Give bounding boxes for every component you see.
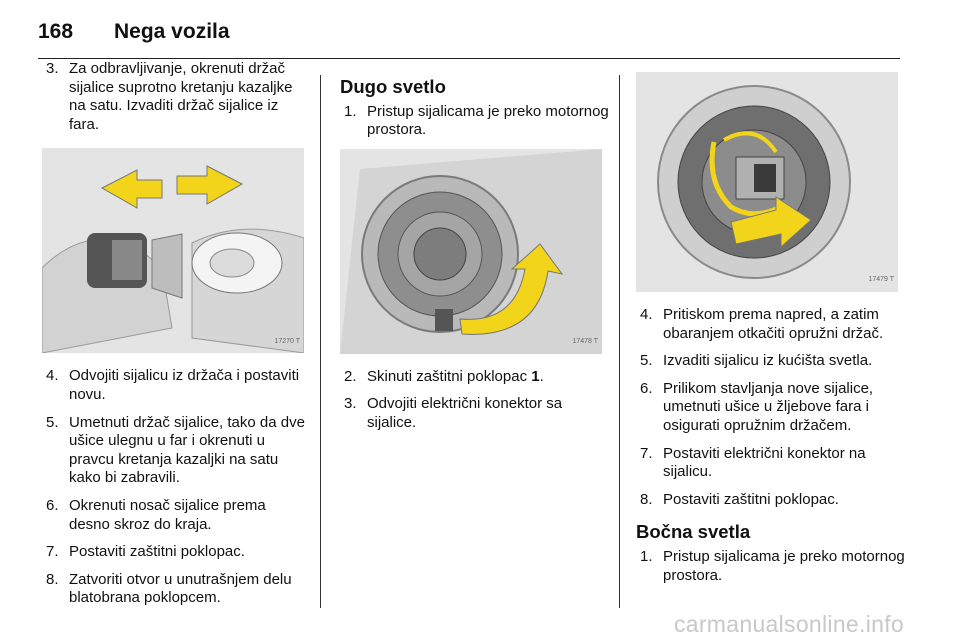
list-item	[42, 571, 310, 608]
step-list	[636, 548, 906, 585]
step-list	[636, 306, 906, 509]
step-number: 6.	[46, 496, 59, 514]
step-list	[340, 368, 610, 433]
step-text: Pristup sijalicama je preko motornog prostora.	[367, 102, 609, 139]
step-number: 8.	[46, 570, 59, 588]
figure-spring-clip	[636, 72, 898, 292]
watermark: carmanualsonline.info	[673, 611, 904, 637]
step-text: Odvojiti sijalicu iz držača i postaviti novu.	[69, 367, 300, 403]
spring-clip-illustration	[636, 72, 898, 292]
page-number: 168	[38, 20, 74, 43]
step-number: 2.	[344, 367, 357, 385]
step-text: Okrenuti nosač sijalice prema desno skroz do kraja.	[69, 496, 266, 533]
figure-code: 17270 T	[274, 337, 300, 345]
list-item	[42, 367, 310, 404]
step-number: 1.	[640, 547, 653, 565]
step-number: 6.	[640, 379, 653, 397]
step-text-end: .	[539, 367, 544, 385]
figure-code: 17478 T	[572, 338, 598, 346]
step-text: Postaviti zaštitni poklopac.	[69, 543, 245, 561]
step-number: 3.	[46, 60, 59, 77]
step-number: 5.	[640, 352, 653, 370]
list-item	[636, 491, 906, 510]
section-title: Dugo svetlo	[340, 76, 446, 97]
step-number: 4.	[640, 306, 653, 323]
protective-cover-illustration	[340, 149, 602, 354]
list-item	[636, 548, 906, 585]
figure-code: 17479 T	[868, 276, 894, 284]
bulb-holder-illustration	[42, 148, 304, 353]
column-right	[636, 60, 906, 594]
step-list	[42, 60, 310, 134]
list-item	[42, 414, 310, 488]
step-number: 7.	[640, 444, 653, 462]
column-divider	[619, 75, 620, 608]
column-middle	[340, 60, 610, 442]
callout-number: 1	[531, 367, 540, 385]
figure-bulb-holder	[42, 148, 304, 353]
step-text: Postaviti zaštitni poklopac.	[663, 490, 839, 508]
step-list	[42, 367, 310, 608]
figure-protective-cover	[340, 149, 602, 354]
list-item	[42, 497, 310, 534]
step-text: Skinuti zaštitni poklopac	[367, 367, 532, 385]
list-item	[340, 103, 610, 140]
step-number: 4.	[46, 367, 59, 385]
step-number: 5.	[46, 413, 59, 431]
step-text: Pristup sijalicama je preko motornog prostora.	[663, 547, 905, 584]
section-title: Bočna svetla	[636, 521, 751, 543]
step-text: Zatvoriti otvor u unutrašnjem delu blatobrana poklopcem.	[69, 570, 292, 607]
step-list	[340, 103, 610, 140]
page-header	[38, 18, 900, 59]
list-item	[340, 395, 610, 432]
list-item	[636, 352, 906, 371]
column-left	[42, 60, 310, 617]
list-item	[42, 543, 310, 562]
step-text: Pritiskom prema napred, a zatim obaranjem otkačiti opružni držač.	[663, 306, 884, 342]
step-number: 7.	[46, 543, 59, 561]
step-number: 3.	[344, 395, 357, 413]
step-number: 1.	[344, 102, 357, 120]
list-item	[340, 368, 610, 387]
step-text: Prilikom stavljanja nove sijalice, umetnuti ušice u žljebove fara i osigurati opružnim držačem.	[663, 379, 874, 434]
column-divider	[320, 75, 321, 608]
step-text: Za odbravljivanje, okrenuti držač sijalice suprotno kretanju kazaljke na satu. Izvaditi držač sijalice iz fara.	[69, 60, 293, 133]
step-text: Izvaditi sijalicu iz kućišta svetla.	[663, 352, 873, 370]
list-item	[636, 380, 906, 436]
list-item	[42, 60, 310, 134]
step-text: Postaviti električni konektor na sijalicu.	[663, 444, 866, 481]
list-item	[636, 306, 906, 343]
step-text: Odvojiti električni konektor sa sijalice.	[367, 395, 563, 431]
page-title: Nega vozila	[114, 20, 230, 43]
step-text: Umetnuti držač sijalice, tako da dve ušice ulegnu u far i okrenuti u pravcu kretanja kazaljki na satu kako bi zabravili.	[69, 413, 305, 487]
step-number: 8.	[640, 490, 653, 508]
list-item	[636, 445, 906, 482]
